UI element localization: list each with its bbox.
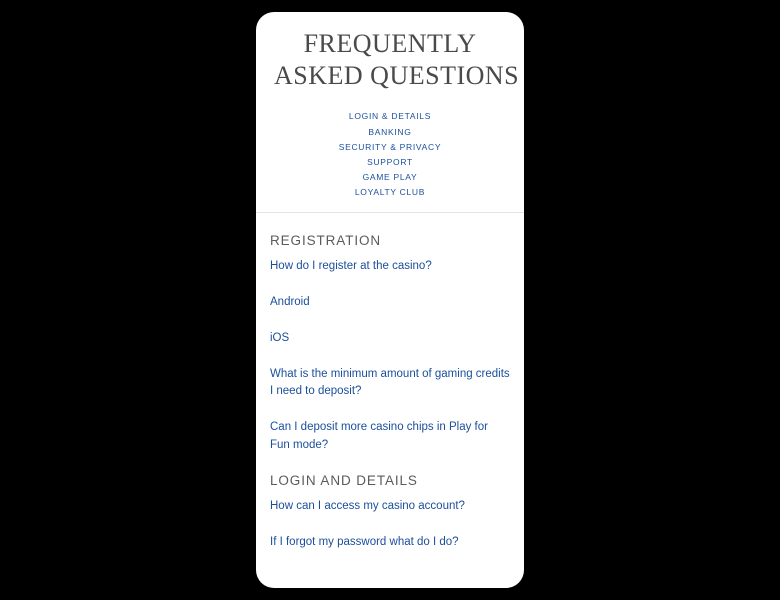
- faq-question-link[interactable]: Android: [270, 296, 310, 308]
- faq-page-card: [256, 12, 524, 588]
- faq-question-link[interactable]: iOS: [270, 331, 290, 344]
- page-title-line-1: FREQUENTLY: [303, 29, 477, 58]
- faq-question-link[interactable]: How can I access my casino account?: [270, 499, 465, 512]
- page-title: [256, 12, 524, 95]
- nav-item-support[interactable]: SUPPORT: [367, 156, 413, 167]
- faq-question-link[interactable]: Can I deposit more casino chips in Play for Fun mode?: [270, 421, 488, 452]
- faq-question-link[interactable]: How do I register at the casino?: [270, 260, 432, 273]
- faq-content: [256, 233, 524, 579]
- nav-item-game-play[interactable]: GAME PLAY: [362, 171, 418, 182]
- nav-item-security-privacy[interactable]: SECURITY & PRIVACY: [338, 141, 442, 152]
- faq-question-link[interactable]: What is the minimum amount of gaming credits I need to deposit?: [270, 367, 510, 398]
- section-heading-registration: REGISTRATION: [270, 233, 382, 249]
- faq-question-link[interactable]: If I forgot my password what do I do?: [270, 535, 459, 548]
- page-title-line-2: ASKED QUESTIONS: [274, 60, 520, 90]
- section-heading-login-and-details: LOGIN AND DETAILS: [270, 472, 418, 488]
- nav-item-loyalty-club[interactable]: LOYALTY CLUB: [354, 187, 426, 198]
- faq-category-nav: [256, 109, 524, 213]
- nav-item-login-details[interactable]: LOGIN & DETAILS: [348, 111, 432, 122]
- nav-item-banking[interactable]: BANKING: [368, 126, 412, 137]
